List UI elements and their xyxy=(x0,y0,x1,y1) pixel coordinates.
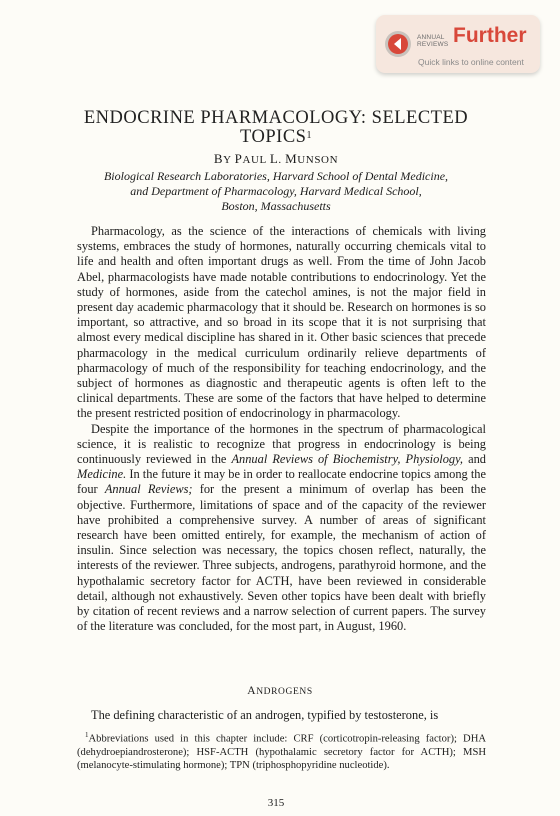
section-first-line: The defining characteristic of an androgen, typified by testosterone, is xyxy=(91,708,439,722)
affiliation-line: Boston, Massachusetts xyxy=(221,199,331,213)
badge-tagline: Quick links to online content xyxy=(418,57,524,67)
author-name: PAUL L. MUNSON xyxy=(234,151,339,166)
journal-title: Medicine. xyxy=(77,467,127,482)
affiliation-line: and Department of Pharmacology, Harvard Medical School, xyxy=(130,184,422,198)
footnote-mark: 1 xyxy=(85,731,89,739)
journal-title: Annual Reviews; xyxy=(104,482,193,497)
author-byline xyxy=(0,151,552,167)
article-title: ENDOCRINE PHARMACOLOGY: SELECTED TOPICS$^1$ xyxy=(83,108,469,147)
publisher-name: ANNUAL REVIEWS xyxy=(417,34,449,48)
author-affiliation xyxy=(0,169,552,214)
article-body xyxy=(77,224,486,634)
further-label: Further xyxy=(453,24,527,47)
affiliation-line: Biological Research Laboratories, Harvard School of Dental Medicine, xyxy=(103,169,449,183)
footnote xyxy=(77,729,486,772)
section-heading: ANDROGENS xyxy=(247,685,313,697)
annual-reviews-further-badge[interactable] xyxy=(376,15,540,73)
author-by: BY xyxy=(213,151,232,166)
paragraph: Pharmacology, as the science of the interactions of chemicals with living systems, embraces the study of hormones, naturally occurring chemicals vital to life and health and often important drugs as well. From the time of John Jacob Abel, pharmacologists have made notable contributions to endocrinology. Yet the study of hormones, aside from the catechol amines, is not the major field in present day academic pharmacology that it should be. Research on hormones is so important, so attractive, and so broad in its scope that it is not surprising that almost every medical discipline has shared in it. Other basic sciences that precede pharmacology in the medical curriculum ordinarily relieve departments of pharmacology of much of the responsibility for teaching endocrinology, and the subject of hormones as diagnostic and therapeutic agents is often left to the clinical departments. These are some of the factors that have helped to determine the present restricted position of endocrinology in pharmacology. xyxy=(77,224,486,421)
play-arrow-icon xyxy=(384,30,412,58)
journal-title: Annual Reviews of Biochemistry, Physiology, xyxy=(231,452,464,467)
paragraph: Despite the importance of the hormones in the spectrum of pharmacological science, it is realistic to recognize that progress in endocrinology is being continuously reviewed in the Annual Reviews of Biochemistry, Physiology, and Medicine. In the future it may be in order to reallocate endocrine topics among the four Annual Reviews; for the present a minimum of overlap has been the objective. Furthermore, limitations of space and of the capacity of the reviewer have prohibited a comprehensive survey. A number of areas of significant research have been omitted entirely, for example, the mechanism of action of insulin. Since selection was necessary, the topics chosen reflect, naturally, the interests of the reviewer. Three subjects, androgens, parathyroid hormone, and the hypothalamic secretory factor for ACTH, have been reviewed in considerable detail, although not exhaustively. Seven other topics have been dealt with briefly by citation of recent reviews and a narrow selection of current papers. The survey of the literature was concluded, for the most part, in August, 1960. xyxy=(77,421,486,634)
title-footnote-mark: 1 xyxy=(306,130,312,141)
footnote-text: Abbreviations used in this chapter include: CRF (corticotropin-releasing factor); DHA (dehydroepiandrosterone); HSF-ACTH (hypothalamic secretory factor for ACTH); MSH (melanocyte-stimulating hormone); TPN (triphosphopyridine nucleotide). xyxy=(77,733,486,771)
page-number: 315 xyxy=(267,797,285,809)
